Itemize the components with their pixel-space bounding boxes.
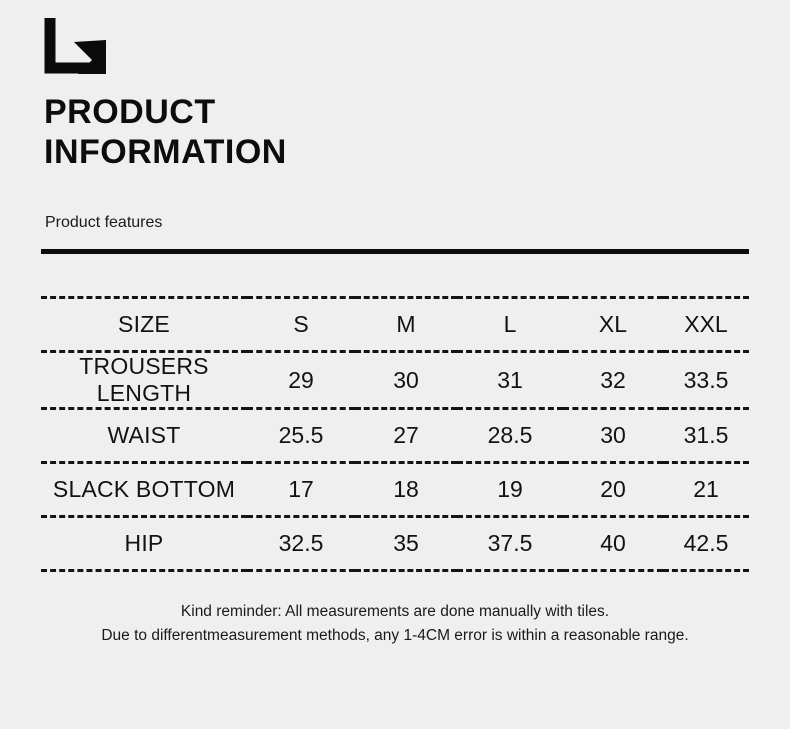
- cell-value: 33.5: [663, 352, 749, 409]
- cell-value: 19: [457, 463, 563, 517]
- cell-value: 31: [457, 352, 563, 409]
- section-divider: [41, 249, 749, 254]
- cell-value: 32.5: [247, 517, 355, 571]
- table-row: [41, 352, 749, 409]
- cell-value: 27: [355, 409, 457, 463]
- disclaimer-line-1: Kind reminder: All measurements are done manually with tiles.: [180, 603, 610, 620]
- table-row: [41, 463, 749, 517]
- cell-value: 21: [663, 463, 749, 517]
- cell-value: 29: [247, 352, 355, 409]
- cell-value: 17: [247, 463, 355, 517]
- product-features-label: Product features: [45, 214, 163, 231]
- page-title-line-2: INFORMATION: [44, 133, 287, 172]
- cell-value: 28.5: [457, 409, 563, 463]
- row-label: WAIST: [41, 409, 247, 463]
- cell-value: 30: [563, 409, 663, 463]
- cell-value: 42.5: [663, 517, 749, 571]
- column-header-xxl: XXL: [663, 298, 749, 352]
- cell-value: 35: [355, 517, 457, 571]
- cell-value: 31.5: [663, 409, 749, 463]
- size-chart: [41, 296, 749, 572]
- disclaimer-line-2: Due to differentmeasurement methods, any 1-4CM error is within a reasonable range.: [101, 627, 689, 645]
- cell-value: 32: [563, 352, 663, 409]
- table-row: [41, 517, 749, 571]
- column-header-s: S: [247, 298, 355, 352]
- row-label: SLACK BOTTOM: [41, 463, 247, 517]
- table-header-row: [41, 298, 749, 352]
- cell-value: 30: [355, 352, 457, 409]
- cell-value: 40: [563, 517, 663, 571]
- page-title: [44, 92, 287, 172]
- measurement-disclaimer: [0, 600, 790, 648]
- page-title-line-1: PRODUCT: [44, 93, 216, 131]
- cell-value: 20: [563, 463, 663, 517]
- row-label: HIP: [41, 517, 247, 571]
- cell-value: 25.5: [247, 409, 355, 463]
- column-header-l: L: [457, 298, 563, 352]
- table-row: [41, 409, 749, 463]
- column-header-xl: XL: [563, 298, 663, 352]
- column-header-size: SIZE: [41, 298, 247, 352]
- row-label: TROUSERS LENGTH: [41, 352, 247, 409]
- arrow-down-right-icon: [44, 16, 116, 84]
- cell-value: 37.5: [457, 517, 563, 571]
- cell-value: 18: [355, 463, 457, 517]
- column-header-m: M: [355, 298, 457, 352]
